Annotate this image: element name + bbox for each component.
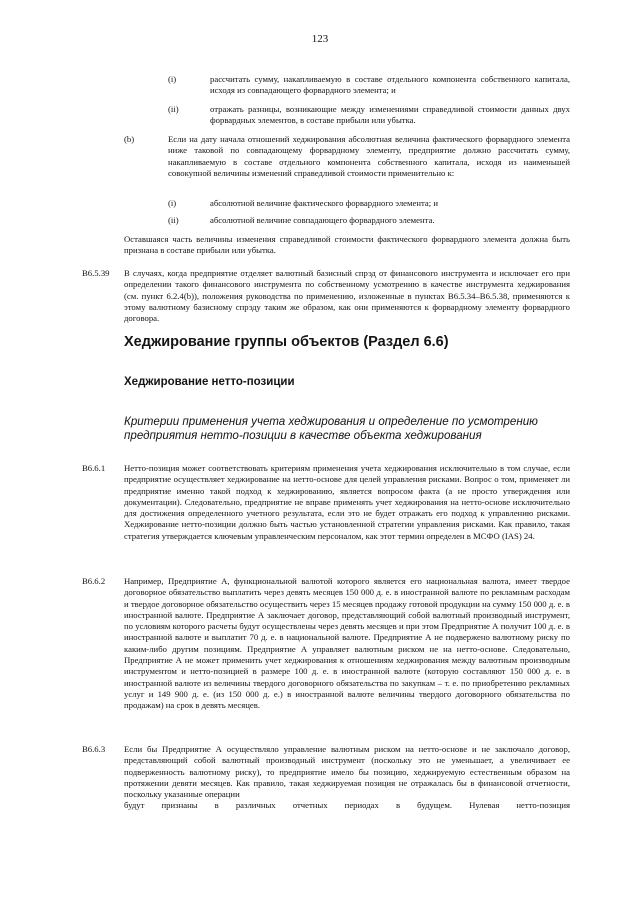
item-text-i: рассчитать сумму, накапливаемую в составе отдельного компонента собственного капитала, исходя из совпадающего форвардного элемента; и <box>210 74 570 96</box>
item-label-b: (b) <box>124 134 135 144</box>
para-number-b6-6-1: B6.6.1 <box>82 463 106 473</box>
criteria-heading <box>124 415 584 444</box>
para-text-b6-6-3: Если бы Предприятие А осуществляло управление валютным риском на нетто-основе и не заключало договор, представляющий собой валютный производный инструмент (поскольку это не уменьшает, а увеличивает ее подверженность валютному риску), то предприятие имело бы позицию, хеджируемую естественным образом на протяжении девяти месяцев. Как правило, такая хеджируемая позиция не отражалась бы в финансовой отчетности, поскольку указанные операции <box>124 744 570 800</box>
section-heading: Хеджирование группы объектов (Раздел 6.6) <box>124 334 449 350</box>
subsection-heading: Хеджирование нетто-позиции <box>124 376 295 388</box>
item-text-ii: отражать разницы, возникающие между изменениями справедливой стоимости данных двух форвардных элементов, в составе прибыли или убытка. <box>210 104 570 126</box>
item-text-b: Если на дату начала отношений хеджирования абсолютная величина фактического форвардного элемента ниже таковой по совпадающему форвардному элементу, предприятие должно рассчитать сумму, накапливаемую в составе отдельного компонента собственного капитала, исходя из наименьшей совокупной величины изменений справедливой стоимости применительно к: <box>168 134 570 178</box>
sub-item-label-b-ii: (ii) <box>168 215 179 225</box>
page-number: 123 <box>311 33 329 45</box>
para-number-b6-6-3: B6.6.3 <box>82 744 106 754</box>
remainder-paragraph: Оставшаяся часть величины изменения справедливой стоимости фактического форвардного элемента должна быть признана в составе прибыли или убытка. <box>124 234 570 256</box>
sub-item-label-b-i: (i) <box>168 198 177 208</box>
criteria-heading-line-2: предприятия нетто-позиции в качестве объекта хеджирования <box>124 429 482 443</box>
para-number-b6-6-2: B6.6.2 <box>82 576 106 586</box>
para-text-b6-6-1: Нетто-позиция может соответствовать критериям применения учета хеджирования исключительно в том случае, если предприятие осуществляет хеджирование на нетто-основе для целей управления рисками. Вопрос о том, применяет ли предприятие именно такой подход к хеджированию, является вопросом факта (а не просто утверждения или документации). Следовательно, предприятие не вправе применять учет хеджирования на нетто-основе исключительно для достижения определенного учетного результата, если это не будет отражать его подход к управлению рисками. Хеджирование нетто-позиции должно быть частью установленной стратегии управления рисками. Как правило, такая стратегия утверждается ключевым управленческим персоналом, как этот термин определен в МСФО (IAS) 24. <box>124 463 570 541</box>
para-text-b6-6-2: Например, Предприятие А, функциональной валютой которого является его национальная валюта, имеет твердое договорное обязательство выплатить через девять месяцев 150 000 д. е. в иностранной валюте по рекламным расходам и твердое договорное обязательство осуществить через 15 месяцев продажу готовой продукции на сумму 150 000 д. е. в иностранной валюте. Предприятие А заключает договор, представляющий собой валютный производный инструмент, по условиям которого расчеты будут осуществлены через девять месяцев и при этом Предприятие А получит 100 д. е. в иностранной валюте и выплатит 70 д. е. в национальной валюте. Предприятие А не подвержено валютному риску по каким-либо другим позициям. Предприятие А управляет валютным риском не на нетто-основе. Следовательно, Предприятие А не может применить учет хеджирования к отношениям хеджирования между валютным производным инструментом и нетто-позицией в размере 100 д. е. в иностранной валюте (которую составляют 150 000 д. е. в иностранной валюте из величины твердого договорного обязательства по закупкам – т. е. по приобретению рекламных услуг и 149 900 д. е. (из 150 000 д. е.) в иностранной валюте величины твердого договорного обязательства по продажам) на срок в девять месяцев. <box>124 576 570 711</box>
para-text-b6-6-3-tail: будут признаны в различных отчетных периодах в будущем. Нулевая нетто-позиция <box>124 800 570 810</box>
para-text-b6-5-39: В случаях, когда предприятие отделяет валютный базисный спрэд от финансового инструмента и исключает его при определении такого финансового инструмента по собственному усмотрению в качестве инструмента хеджирования (см. пункт 6.2.4(b)), положения руководства по применению, изложенные в пунктах B6.5.34–B6.5.38, применяются к этому валютному базисному спрэду таким же образом, как они применяются к форвардному элементу форвардного договора. <box>124 268 570 324</box>
sub-item-text-b-i: абсолютной величине фактического форвардного элемента; и <box>210 198 439 208</box>
sub-item-text-b-ii: абсолютной величине совпадающего форвардного элемента. <box>210 215 435 225</box>
item-label-ii: (ii) <box>168 104 179 114</box>
para-text-b6-6-3-last-line <box>124 800 570 811</box>
item-label-i: (i) <box>168 74 177 84</box>
para-number-b6-5-39: B6.5.39 <box>82 268 110 278</box>
criteria-heading-line-1: Критерии применения учета хеджирования и определение по усмотрению <box>124 415 538 428</box>
